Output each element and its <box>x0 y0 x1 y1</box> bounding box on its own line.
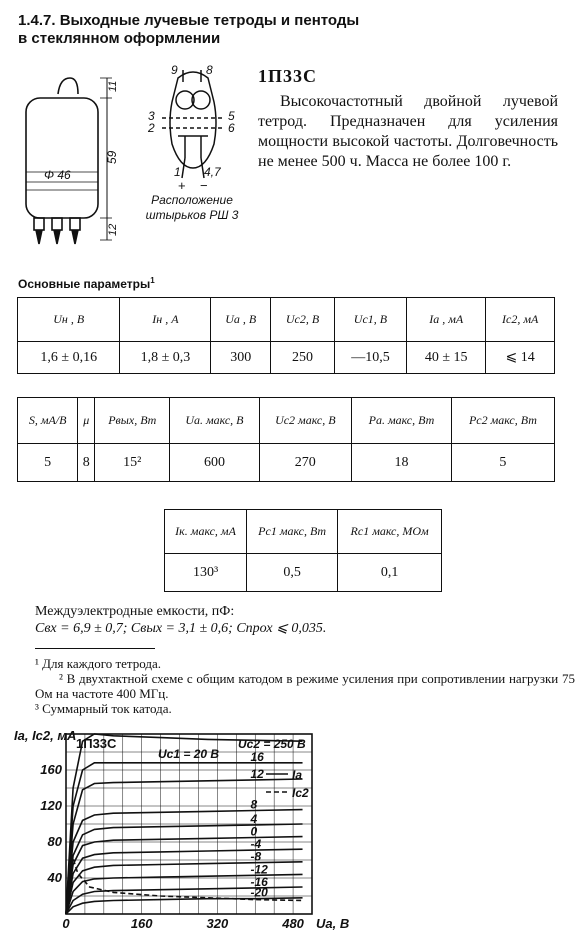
table-header-cell: Pвых, Вт <box>95 398 170 444</box>
table-header-cell: Iн , А <box>120 298 211 342</box>
series-label: 8 <box>250 797 258 812</box>
table-cell: 130³ <box>165 554 247 592</box>
table-header-cell: Rс1 макс, МОм <box>338 510 442 554</box>
polarity-minus: − <box>200 178 208 193</box>
series-label: -12 <box>250 862 268 877</box>
capacitances <box>35 603 326 637</box>
chart-annotation: Uc2 = 250 В <box>238 737 306 751</box>
table-cell: 300 <box>211 342 271 374</box>
dim-height: 59 <box>105 150 119 164</box>
series-label: -16 <box>250 874 268 889</box>
chart-title: 1П33С <box>76 736 117 751</box>
table-header-cell: Pа. макс, Вт <box>352 398 452 444</box>
section-title <box>18 12 359 48</box>
y-tick-label: 160 <box>40 762 62 777</box>
table-cell: 15² <box>95 444 170 482</box>
table-row <box>18 444 555 482</box>
series-label: 4 <box>250 811 258 826</box>
table-header-cell: Uс2 макс, В <box>259 398 352 444</box>
table-header-cell: Pс2 макс, Вт <box>451 398 554 444</box>
table-header-cell: Iс2, мА <box>486 298 555 342</box>
table-header-cell: Uа , В <box>211 298 271 342</box>
table-header-cell: S, мА/В <box>18 398 78 444</box>
params-table-3 <box>164 509 442 592</box>
pin-label-8: 8 <box>206 63 213 77</box>
pinout-caption: Расположение штырьков РШ 3 <box>145 193 239 222</box>
pin-label-2: 2 <box>148 121 155 135</box>
polarity-plus: + <box>178 178 186 193</box>
table-cell: 40 ± 15 <box>407 342 486 374</box>
model-name: 1П33С <box>258 66 317 86</box>
tube-dimension-drawing <box>12 72 140 252</box>
pin-2 <box>52 218 62 230</box>
table-cell: 5 <box>451 444 554 482</box>
table-header-cell: Iа , мА <box>407 298 486 342</box>
table-header-cell: Uн , В <box>18 298 120 342</box>
table-cell: —10,5 <box>334 342 406 374</box>
params-title <box>18 276 155 291</box>
footnote-2: ² В двухтактной схеме с общим катодом в режиме усиления при сопротивлении нагрузки 75 Ом на частоте 400 МГц. <box>35 671 575 701</box>
capacitances-title: Междуэлектродные емкости, пФ: <box>35 604 235 619</box>
y-tick-label: 80 <box>47 834 62 849</box>
params-title-text: Основные параметры <box>18 277 151 291</box>
x-axis-label: Ua, В <box>316 916 350 931</box>
params-title-sup: 1 <box>150 276 155 285</box>
characteristics-chart <box>10 722 350 938</box>
series-label: 12 <box>250 766 264 781</box>
series-label: -8 <box>250 849 262 864</box>
table-row <box>165 554 442 592</box>
model-description: Высокочастотный двойной лучевой тетрод. Предназначен для усиления мощности высокой частоты. Долговечность не менее 500 ч. Масса не более 100 г. <box>258 93 558 170</box>
x-tick-label: 320 <box>206 916 229 931</box>
table-cell: 0,1 <box>338 554 442 592</box>
table-row <box>18 342 555 374</box>
series-label: -20 <box>250 885 268 900</box>
table-cell: 8 <box>78 444 95 482</box>
dim-diameter: Φ 46 <box>44 168 71 182</box>
table-cell: 250 <box>271 342 335 374</box>
y-tick-label: 120 <box>40 798 62 813</box>
table-cell: 270 <box>259 444 352 482</box>
capacitances-values: Cвх = 6,9 ± 0,7; Cвых = 3,1 ± 0,6; Cпрох ⩽ 0,035. <box>35 621 327 636</box>
y-tick-label: 40 <box>47 870 62 885</box>
tube-tip <box>58 78 78 94</box>
legend-label: Ia <box>292 768 303 782</box>
section-title-line-1: 1.4.7. Выходные лучевые тетроды и пентоды <box>18 12 360 29</box>
table-header-cell: Uа. макс, В <box>170 398 259 444</box>
table-header-row <box>165 510 442 554</box>
series-label: 16 <box>250 749 264 764</box>
pin-label-4-7: 4,7 <box>204 165 221 179</box>
legend-label: Ic2 <box>292 786 309 800</box>
table-cell: ⩽ 14 <box>486 342 555 374</box>
dim-bottom: 12 <box>107 223 119 236</box>
x-tick-label: 0 <box>62 916 70 931</box>
params-table-2 <box>17 397 555 482</box>
x-tick-label: 480 <box>282 916 304 931</box>
table-header-cell: Pс1 макс, Вт <box>247 510 338 554</box>
table-cell: 5 <box>18 444 78 482</box>
pinout-diagram <box>138 62 248 194</box>
series-label: 0 <box>250 824 258 839</box>
table-cell: 600 <box>170 444 259 482</box>
pin-label-3: 3 <box>148 109 155 123</box>
chart-annotation: Uc1 = 20 В <box>158 747 220 761</box>
pin-label-5: 5 <box>228 109 235 123</box>
table-header-cell: Iк. макс, мА <box>165 510 247 554</box>
pin-label-9: 9 <box>171 63 178 77</box>
x-tick-label: 160 <box>130 916 153 931</box>
section-title-line-2: в стеклянном оформлении <box>18 30 221 47</box>
footnote-3: ³ Суммарный ток катода. <box>35 701 172 716</box>
series-label: -4 <box>250 837 262 852</box>
pin-label-1: 1 <box>174 165 181 179</box>
pin-1 <box>34 218 44 230</box>
table-header-cell: Uс2, В <box>271 298 335 342</box>
table-cell: 1,8 ± 0,3 <box>120 342 211 374</box>
base-outline <box>170 72 216 168</box>
table-header-cell: μ <box>78 398 95 444</box>
table-cell: 0,5 <box>247 554 338 592</box>
y-axis-label: Ia, Ic2, мА <box>14 728 77 743</box>
table-header-row <box>18 398 555 444</box>
table-cell: 18 <box>352 444 452 482</box>
dim-top: 11 <box>107 80 119 92</box>
table-header-row <box>18 298 555 342</box>
footnote-divider <box>35 648 155 649</box>
pin-label-6: 6 <box>228 121 235 135</box>
pin-3 <box>70 218 80 230</box>
table-cell: 1,6 ± 0,16 <box>18 342 120 374</box>
params-table-1 <box>17 297 555 374</box>
tube-body <box>26 98 98 218</box>
table-header-cell: Uс1, В <box>334 298 406 342</box>
footnote-1: ¹ Для каждого тетрода. <box>35 656 162 671</box>
